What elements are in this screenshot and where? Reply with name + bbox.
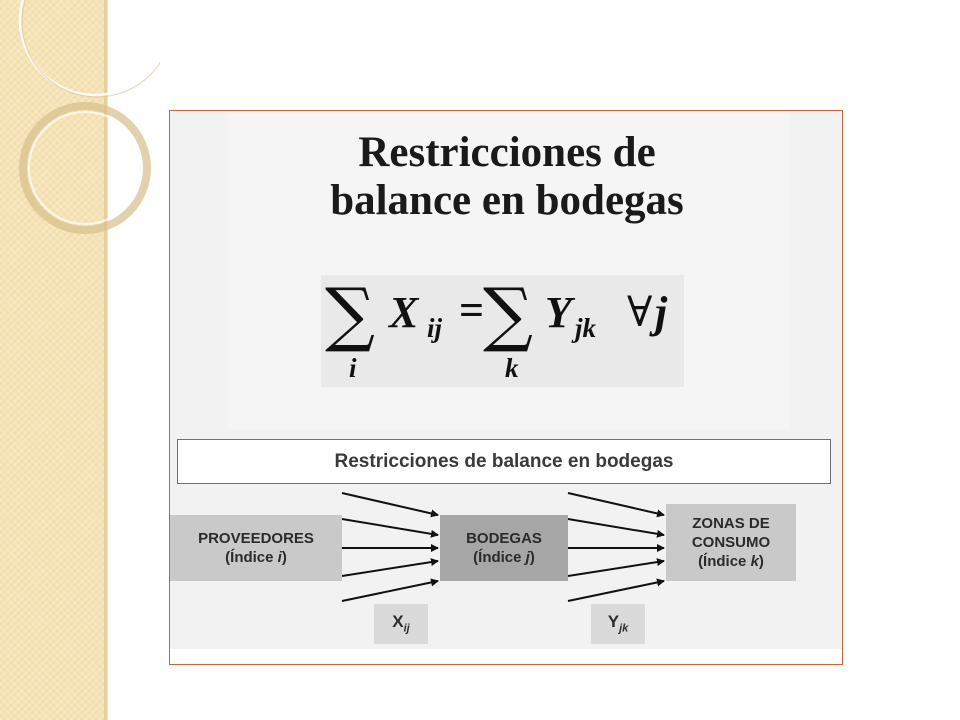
node-bodegas (440, 515, 568, 581)
flow-label-yjk: $Y_{jk}$ (591, 604, 645, 644)
node-proveedores (170, 515, 342, 581)
arrow-x-5 (342, 581, 438, 601)
term2-variable: Y (545, 288, 572, 337)
summation-sign-2: ∑ (483, 273, 533, 355)
frame-bottom-strip (170, 649, 843, 665)
proveedores-label: PROVEEDORES (198, 530, 314, 547)
flow-arrows (170, 111, 843, 665)
proveedores-index: (Índice i) (225, 549, 287, 566)
term1-variable: X (389, 288, 419, 337)
bodegas-index: (Índice j) (473, 549, 535, 566)
flow-label-xij: $X_{ij}$ (374, 604, 428, 644)
arrow-x-1 (342, 493, 438, 515)
decorative-circles (0, 0, 160, 260)
arrow-y-4 (568, 561, 664, 576)
node-zonas-consumo (666, 504, 796, 581)
decor-circle-small (23, 106, 147, 230)
decor-circle-large (20, 0, 160, 95)
title-line-2: balance en bodegas (330, 177, 684, 224)
decor-circle-large-shade (22, 0, 160, 97)
forall-variable: j (655, 288, 668, 337)
zonas-index: (Índice k) (698, 553, 764, 570)
forall-symbol: ∀ (627, 287, 653, 336)
sum2-index: k (505, 353, 519, 383)
zonas-label-2: CONSUMO (691, 534, 771, 551)
sum1-index: i (349, 353, 357, 383)
decor-circle-small-inner (29, 112, 141, 224)
equals-sign: = (459, 286, 485, 335)
arrow-y-5 (568, 581, 664, 601)
diagram-banner: Restricciones de balance en bodegas (177, 439, 831, 484)
term2-subscript: jk (575, 313, 597, 343)
term1-subscript: ij (427, 313, 443, 343)
slide-image-frame (169, 110, 843, 665)
zonas-label-1: ZONAS DE (692, 515, 770, 532)
arrow-y-2 (568, 519, 664, 535)
arrow-y-1 (568, 493, 664, 515)
title-line-1: Restricciones de (358, 129, 656, 176)
bodegas-label: BODEGAS (466, 530, 542, 547)
arrow-x-2 (342, 519, 438, 535)
summation-sign-1: ∑ (325, 273, 375, 355)
arrow-x-4 (342, 561, 438, 576)
